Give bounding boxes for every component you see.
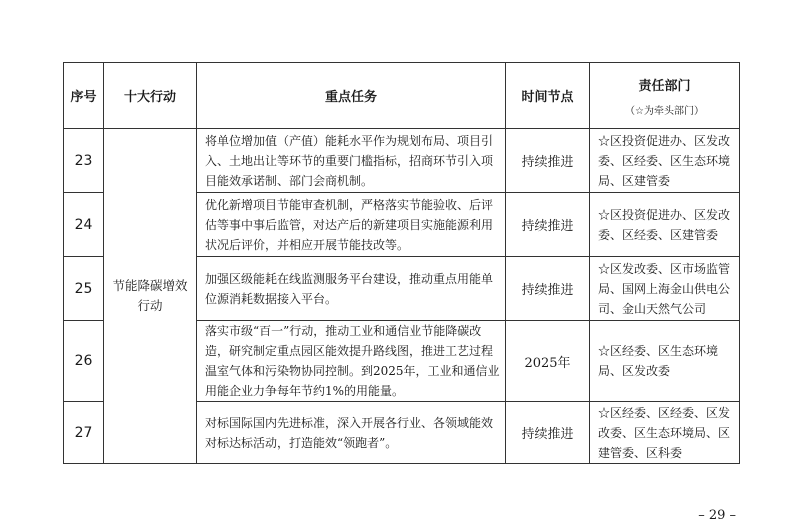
dept-cell: ☆区经委、区经委、区发改委、区生态环境局、区建管委、区科委: [590, 402, 740, 464]
header-task: 重点任务: [197, 63, 506, 129]
task-cell: 加强区级能耗在线监测服务平台建设，推动重点用能单位源消耗数据接入平台。: [197, 257, 506, 321]
time-cell: 持续推进: [506, 129, 590, 193]
dept-cell: ☆区发改委、区市场监管局、国网上海金山供电公司、金山天然气公司: [590, 257, 740, 321]
row-number: 24: [64, 193, 104, 257]
page-number: – 29 –: [698, 508, 736, 523]
row-number: 23: [64, 129, 104, 193]
time-cell: 持续推进: [506, 193, 590, 257]
time-cell: 持续推进: [506, 257, 590, 321]
table-row: [64, 129, 740, 193]
dept-cell: ☆区经委、区生态环境局、区发改委: [590, 321, 740, 402]
header-dept-note: （☆为牵头部门）: [625, 105, 704, 117]
row-number: 25: [64, 257, 104, 321]
action-cell: 节能降碳增效行动: [104, 129, 197, 464]
task-cell: 落实市级“百一”行动，推动工业和通信业节能降碳改造，研究制定重点园区能效提升路线图，推进工艺过程温室气体和污染物协同控制。到2025年，工业和通信业用能企业力争每年节约1%的用能量。: [197, 321, 506, 402]
header-action: 十大行动: [104, 63, 197, 129]
time-cell: 持续推进: [506, 402, 590, 464]
dept-cell: ☆区投资促进办、区发改委、区经委、区建管委: [590, 193, 740, 257]
header-dept: [590, 63, 740, 129]
task-cell: 优化新增项目节能审查机制，严格落实节能验收、后评估等事中事后监管，对达产后的新建项目实施能源利用状况后评价，并相应开展节能技改等。: [197, 193, 506, 257]
header-no: 序号: [64, 63, 104, 129]
dept-cell: ☆区投资促进办、区发改委、区经委、区生态环境局、区建管委: [590, 129, 740, 193]
time-cell: 2025年: [506, 321, 590, 402]
header-dept-label: 责任部门: [638, 78, 691, 94]
task-table: [63, 62, 740, 464]
header-row: [64, 63, 740, 129]
header-time: 时间节点: [506, 63, 590, 129]
row-number: 26: [64, 321, 104, 402]
task-cell: 对标国际国内先进标准，深入开展各行业、各领域能效对标达标活动，打造能效“领跑者”。: [197, 402, 506, 464]
row-number: 27: [64, 402, 104, 464]
task-cell: 将单位增加值（产值）能耗水平作为规划布局、项目引入、土地出让等环节的重要门槛指标，招商环节引入项目能效承诺制、部门会商机制。: [197, 129, 506, 193]
